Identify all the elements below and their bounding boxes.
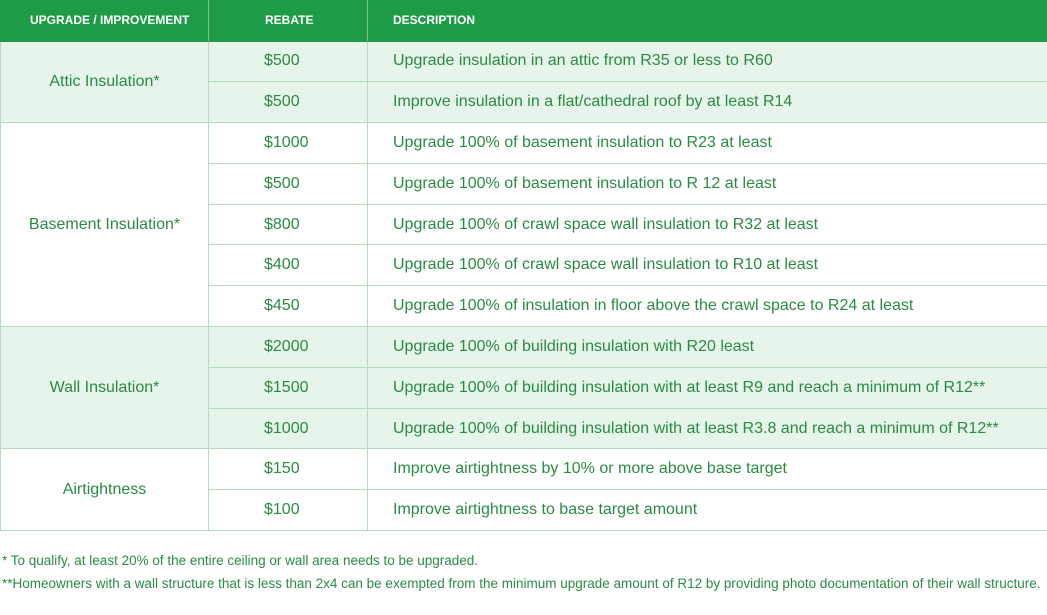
table-row	[1, 41, 1047, 82]
description-cell: Upgrade 100% of crawl space wall insulation to R32 at least	[368, 204, 1047, 245]
rebate-cell: $1000	[209, 123, 368, 164]
description-cell: Upgrade 100% of building insulation with at least R9 and reach a minimum of R12**	[368, 367, 1047, 408]
rebate-cell: $150	[209, 449, 368, 490]
description-cell: Improve airtightness by 10% or more above base target	[368, 449, 1047, 490]
header-description: DESCRIPTION	[368, 0, 1047, 41]
category-cell: Wall Insulation*	[1, 327, 209, 449]
category-cell: Basement Insulation*	[1, 123, 209, 327]
description-cell: Improve airtightness to base target amount	[368, 490, 1047, 531]
rebate-cell: $500	[209, 41, 368, 82]
description-cell: Upgrade insulation in an attic from R35 or less to R60	[368, 41, 1047, 82]
table-row	[1, 123, 1047, 164]
header-upgrade: UPGRADE / IMPROVEMENT	[1, 0, 209, 41]
rebate-cell: $450	[209, 286, 368, 327]
description-cell: Upgrade 100% of building insulation with R20 least	[368, 327, 1047, 368]
description-cell: Upgrade 100% of basement insulation to R 12 at least	[368, 163, 1047, 204]
table-header-row	[1, 0, 1047, 41]
table-row	[1, 327, 1047, 368]
table-body	[1, 41, 1047, 531]
rebate-cell: $500	[209, 82, 368, 123]
header-rebate: REBATE	[209, 0, 368, 41]
rebate-cell: $400	[209, 245, 368, 286]
category-cell: Airtightness	[1, 449, 209, 531]
category-cell: Attic Insulation*	[1, 41, 209, 123]
footnotes	[2, 550, 1042, 595]
description-cell: Upgrade 100% of crawl space wall insulation to R10 at least	[368, 245, 1047, 286]
description-cell: Upgrade 100% of insulation in floor above the crawl space to R24 at least	[368, 286, 1047, 327]
description-cell: Improve insulation in a flat/cathedral roof by at least R14	[368, 82, 1047, 123]
footnote-qualify: * To qualify, at least 20% of the entire ceiling or wall area needs to be upgraded.	[2, 553, 479, 568]
rebate-cell: $1500	[209, 367, 368, 408]
rebate-cell: $100	[209, 490, 368, 531]
footnote-exemption: **Homeowners with a wall structure that is less than 2x4 can be exempted from the minimum upgrade amount of R12 by providing photo documentation of their wall structure.	[2, 576, 1041, 591]
rebate-cell: $1000	[209, 408, 368, 449]
description-cell: Upgrade 100% of building insulation with at least R3.8 and reach a minimum of R12**	[368, 408, 1047, 449]
rebate-cell: $800	[209, 204, 368, 245]
description-cell: Upgrade 100% of basement insulation to R23 at least	[368, 123, 1047, 164]
rebate-cell: $2000	[209, 327, 368, 368]
table-row	[1, 449, 1047, 490]
rebate-cell: $500	[209, 163, 368, 204]
